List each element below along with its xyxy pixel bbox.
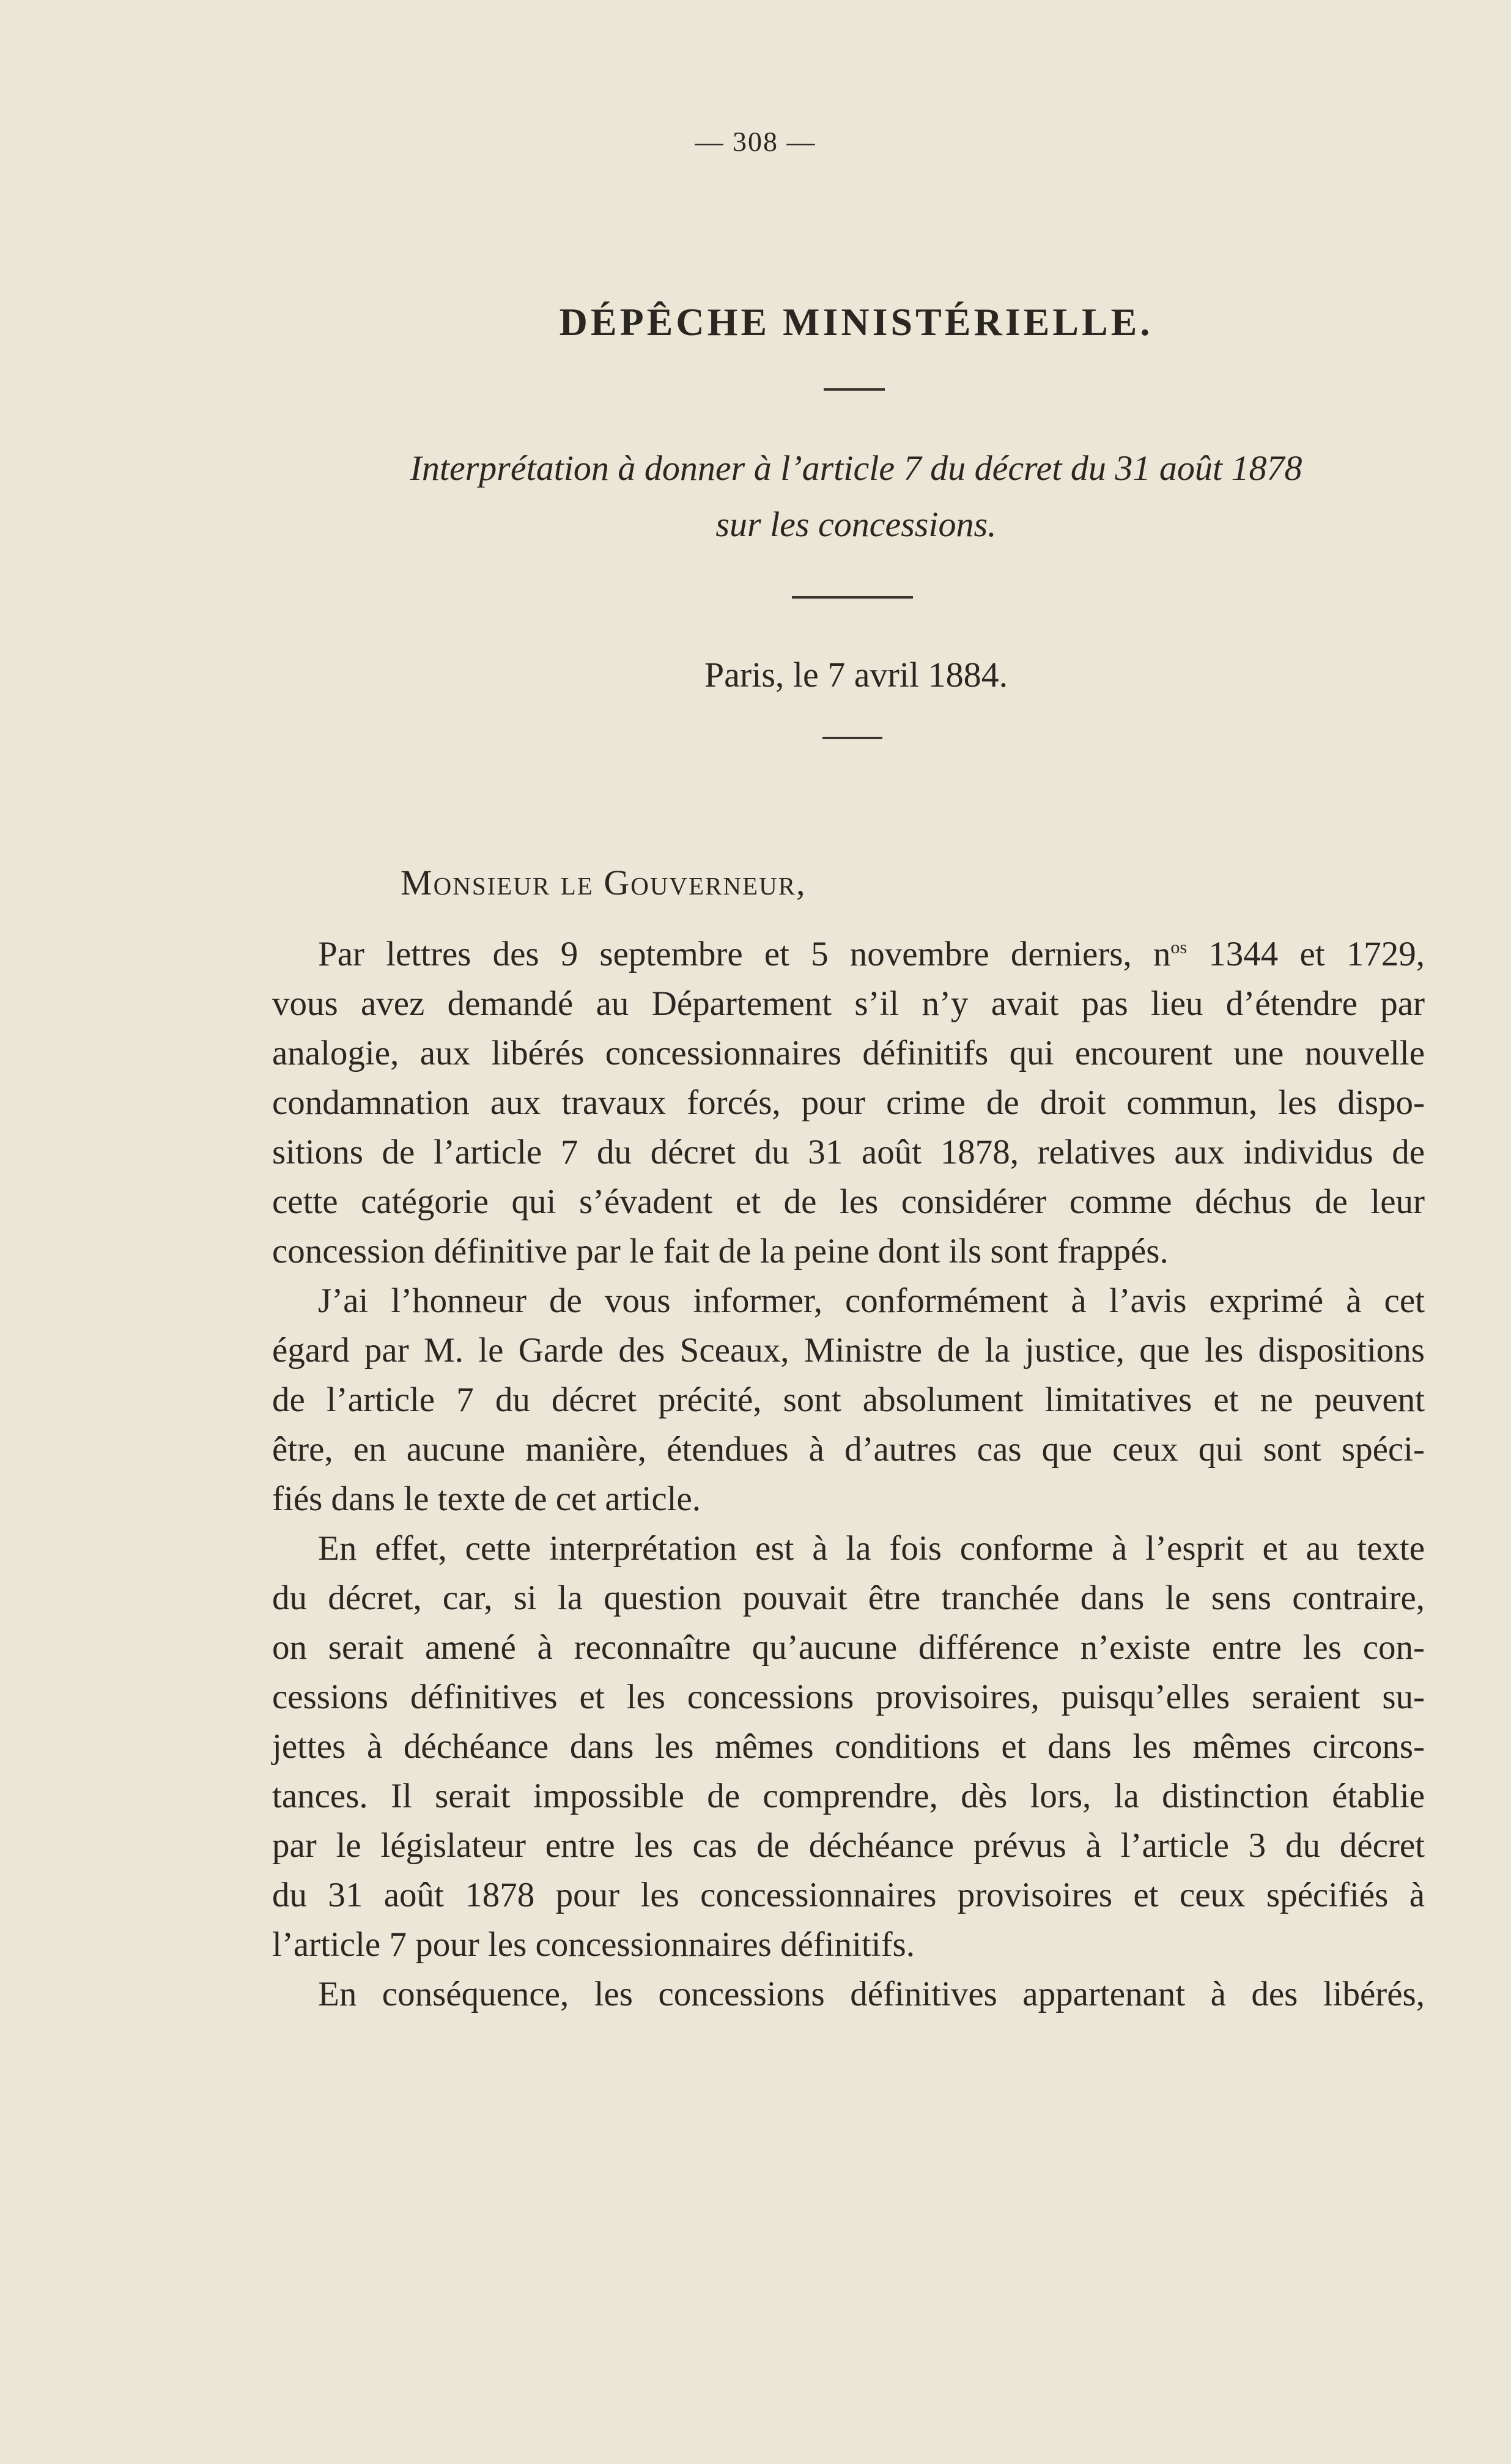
body-line: Par lettres des 9 septembre et 5 novembre derniers, $n^{os}$ 1344 et 1729, bbox=[318, 935, 1425, 973]
body-line: vous avez demandé au Département s’il n’y avait pas lieu d’étendre par bbox=[272, 984, 1425, 1023]
salutation: Monsieur le Gouverneur, bbox=[401, 863, 807, 902]
body-line: l’article 7 pour les concessionnaires définitifs. bbox=[272, 1925, 915, 1964]
body-line: égard par M. le Garde des Sceaux, Ministre de la justice, que les dispositions bbox=[272, 1331, 1425, 1370]
body-line: du décret, car, si la question pouvait être tranchée dans le sens contraire, bbox=[272, 1579, 1425, 1617]
body-line: cette catégorie qui s’évadent et de les considérer comme déchus de leur bbox=[272, 1182, 1425, 1221]
body-line: En conséquence, les concessions définitives appartenant à des libérés, bbox=[318, 1975, 1425, 2013]
body-line: être, en aucune manière, étendues à d’autres cas que ceux qui sont spéci- bbox=[272, 1430, 1425, 1469]
subtitle-line-1: Interprétation à donner à l’article 7 du décret du 31 août 1878 bbox=[410, 448, 1302, 488]
body-line: de l’article 7 du décret précité, sont absolument limitatives et ne peuvent bbox=[272, 1381, 1425, 1419]
numero-superscript: os bbox=[1170, 937, 1188, 957]
body-line: En effet, cette interprétation est à la fois conforme à l’esprit et au texte bbox=[318, 1529, 1425, 1568]
body-line: fiés dans le texte de cet article. bbox=[272, 1480, 701, 1518]
body-line: analogie, aux libérés concessionnaires définitifs qui encourent une nouvelle bbox=[272, 1034, 1425, 1072]
body-line: cessions définitives et les concessions provisoires, puisqu’elles seraient su- bbox=[272, 1678, 1425, 1716]
letter-body bbox=[272, 929, 1425, 2019]
subtitle-rule bbox=[792, 596, 913, 599]
body-line: concession définitive par le fait de la peine dont ils sont frappés. bbox=[272, 1232, 1169, 1271]
dateline: Paris, le 7 avril 1884. bbox=[704, 655, 1008, 695]
subtitle-line-2: sur les concessions. bbox=[715, 504, 997, 544]
page-number: — 308 — bbox=[695, 126, 816, 157]
body-line: J’ai l’honneur de vous informer, conformément à l’avis exprimé à cet bbox=[318, 1282, 1425, 1320]
body-line: par le législateur entre les cas de déchéance prévus à l’article 3 du décret bbox=[272, 1826, 1425, 1865]
body-line: tances. Il serait impossible de comprendre, dès lors, la distinction établie bbox=[272, 1777, 1425, 1815]
body-line: sitions de l’article 7 du décret du 31 août 1878, relatives aux individus de bbox=[272, 1133, 1425, 1171]
title-rule bbox=[824, 388, 885, 391]
body-line: on serait amené à reconnaître qu’aucune différence n’existe entre les con- bbox=[272, 1628, 1425, 1667]
body-line: du 31 août 1878 pour les concessionnaires provisoires et ceux spécifiés à bbox=[272, 1876, 1425, 1914]
body-line: jettes à déchéance dans les mêmes conditions et dans les mêmes circons- bbox=[272, 1727, 1425, 1766]
document-title: DÉPÊCHE MINISTÉRIELLE. bbox=[559, 300, 1153, 344]
subtitle bbox=[0, 440, 1511, 553]
dateline-rule bbox=[822, 737, 882, 739]
body-line: condamnation aux travaux forcés, pour crime de droit commun, les dispo- bbox=[272, 1083, 1425, 1122]
